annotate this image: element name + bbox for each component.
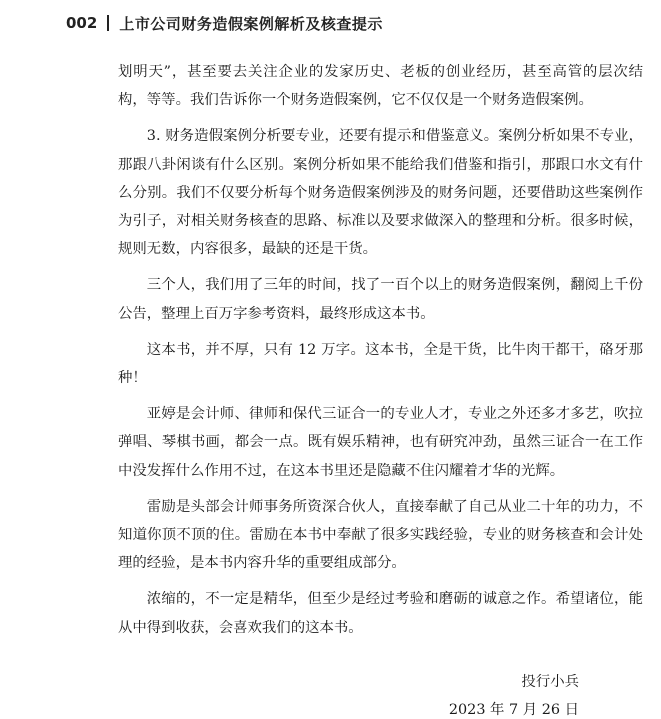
signature-date: 2023 年 7 月 26 日 [448,702,579,718]
paragraph-closing: 浓缩的，不一定是精华，但至少是经过考验和磨砺的诚意之作。希望诸位，能从中得到收获，会喜欢我们的这本书。 [118,591,643,636]
book-title: 上市公司财务造假案例解析及核查提示 [119,14,383,33]
header-divider [107,15,109,31]
paragraph-point-3: 3. 财务造假案例分析要专业，还要有提示和借鉴意义。案例分析如果不专业，那跟八卦闲谈有什么区别。案例分析如果不能给我们借鉴和指引，那跟口水文有什么分别。我们不仅要分析每个财务造假案例涉及的财务问题，还要借助这些案例作为引子，对相关财务核查的思路、标准以及要求做深入的整理和分析。很多时候，规则无数，内容很多，最缺的还是干货。 [118,128,643,258]
body-text [118,58,643,642]
paragraph-book-size: 这本书，并不厚，只有 12 万字。这本书，全是干货，比牛肉干都干，硌牙那种！ [118,341,643,387]
paragraph-yating: 亚婷是会计师、律师和保代三证合一的专业人才，专业之外还多才多艺，吹拉弹唱、琴棋书画，都会一点。既有娱乐精神，也有研究冲劲，虽然三证合一在工作中没发挥什么作用不过，在这本书里还是隐藏不住闪耀着才华的光辉。 [118,406,643,479]
paragraph-continued: 划明天”，甚至要去关注企业的发家历史、老板的创业经历，甚至高管的层次结构，等等。我们告诉你一个财务造假案例，它不仅仅是一个财务造假案例。 [118,64,643,109]
signature-author: 投行小兵 [521,674,579,690]
running-header [66,10,383,36]
paragraph-leili: 雷励是头部会计师事务所资深合伙人，直接奉献了自己从业二十年的功力，不知道你顶不顶的住。雷励在本书中奉献了很多实践经验，专业的财务核查和会计处理的经验，是本书内容升华的重要组成部分。 [118,498,643,572]
page-number: 002 [66,14,98,32]
paragraph-three-people: 三个人，我们用了三年的时间，找了一百个以上的财务造假案例，翻阅上千份公告，整理上百万字参考资料，最终形成这本书。 [118,277,643,322]
